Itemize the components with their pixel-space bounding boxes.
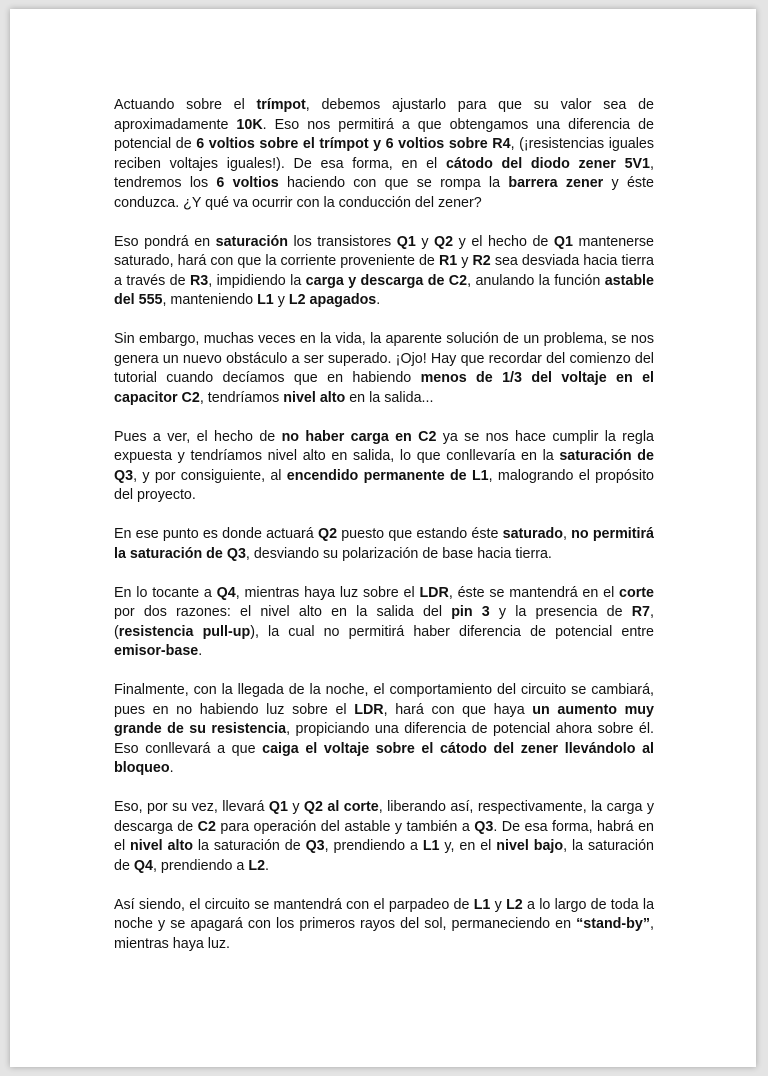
bold-text: menos de 1/3 del voltaje en el capacitor C2	[114, 370, 654, 406]
text-run: para operación del astable y también a	[215, 818, 475, 835]
bold-text: Q1	[553, 233, 573, 250]
text-run: , tendríamos	[199, 389, 284, 406]
bold-text: L1	[422, 838, 440, 854]
text-run: , propiciando una diferencia de potencial ahora sobre él. Eso conllevará a que	[114, 721, 654, 757]
text-run: , y por consiguiente, al	[133, 467, 287, 484]
text-run: .	[198, 643, 203, 659]
text-run: Eso pondrá en	[114, 233, 216, 250]
bold-text: L2 apagados	[288, 292, 377, 308]
bold-text: Q3	[305, 838, 325, 854]
text-run: y la presencia de	[489, 604, 632, 620]
bold-text: LDR	[419, 584, 449, 601]
text-run: y, en el	[439, 838, 497, 854]
bold-text: 10K	[236, 116, 263, 133]
text-run: y	[457, 253, 473, 269]
text-run: , anulando la función	[467, 272, 605, 289]
paragraph-2	[114, 233, 654, 311]
bold-text: nivel alto	[283, 389, 346, 406]
bold-text: C2	[197, 818, 216, 835]
text-run: Actuando sobre el	[114, 97, 257, 113]
text-run: Sin embargo, muchas veces en la vida, la aparente solución de un problema, se nos genera un nuevo obstáculo a ser superado. ¡Ojo! Hay que recordar del comienzo del tutorial cuando decíamos que en habiendo	[114, 331, 654, 386]
bold-text: corte	[619, 584, 655, 601]
bold-text: Q2	[317, 526, 338, 542]
text-run: y	[287, 799, 304, 815]
text-run: , éste se mantendrá en el	[448, 584, 620, 601]
document-body	[114, 96, 654, 974]
text-run: , malogrando el propósito del proyecto.	[114, 467, 654, 503]
bold-text: caiga el voltaje sobre el cátodo del zener llevándolo al bloqueo	[114, 740, 655, 776]
paragraph-1	[114, 96, 654, 213]
text-run: puesto que estando éste	[337, 526, 503, 542]
bold-text: saturación de Q3	[114, 448, 654, 484]
paragraph-8	[114, 798, 654, 876]
bold-text: barrera zener	[508, 175, 604, 191]
paragraph-7	[114, 681, 654, 779]
text-run: Así siendo, el circuito se mantendrá con el parpadeo de	[114, 896, 474, 913]
text-run: y	[490, 896, 507, 913]
text-run: y	[273, 292, 289, 308]
bold-text: Q2 al corte	[303, 799, 379, 815]
bold-text: Q1	[268, 799, 288, 815]
paragraph-4	[114, 428, 654, 506]
text-run: , impidiendo la	[208, 272, 306, 289]
bold-text: cátodo del diodo zener 5V1	[445, 155, 651, 172]
text-run: , tendremos los	[114, 155, 654, 191]
text-run: Finalmente, con la llegada de la noche, el comportamiento del circuito se cambiará, pues en no habiendo luz sobre el	[114, 682, 654, 718]
text-run: , manteniendo	[162, 292, 258, 308]
bold-text: astable del 555	[114, 272, 654, 308]
bold-text: Q1	[396, 233, 416, 250]
text-run: En lo tocante a	[114, 584, 217, 601]
bold-text: emisor-base	[114, 643, 199, 659]
text-run: por dos razones: el nivel alto en la salida del	[114, 604, 452, 620]
paragraph-5	[114, 525, 654, 564]
paragraph-9	[114, 896, 654, 955]
bold-text: nivel bajo	[496, 838, 564, 854]
text-run: .	[376, 292, 381, 308]
bold-text: L1	[473, 896, 491, 913]
text-run: y éste conduzca. ¿Y qué va ocurrir con la conducción del zener?	[114, 175, 654, 211]
text-run: ,	[563, 526, 572, 542]
text-run: , debemos ajustarlo para que su valor sea de aproximadamente	[114, 97, 654, 133]
bold-text: “stand-by”	[576, 916, 651, 932]
text-run: a lo largo de toda la noche y se apagará con los primeros rayos del sol, permaneciendo en	[114, 896, 655, 932]
paragraph-3	[114, 330, 654, 408]
bold-text: L2	[248, 857, 266, 874]
text-run: Eso, por su vez, llevará	[114, 799, 269, 815]
text-run: , (¡resistencias iguales reciben voltajes iguales!). De esa forma, en el	[114, 136, 654, 172]
text-run: . De esa forma, habrá en el	[114, 818, 654, 854]
bold-text: no permitirá la saturación de Q3	[114, 526, 654, 562]
bold-text: resistencia pull-up	[118, 623, 251, 640]
bold-text: saturación	[215, 233, 288, 250]
bold-text: saturado	[502, 526, 564, 542]
bold-text: Q3	[474, 818, 494, 835]
bold-text: L1	[257, 292, 274, 308]
bold-text: nivel alto	[130, 838, 193, 854]
text-run: , prendiendo a	[324, 838, 423, 854]
text-run: en la salida...	[345, 389, 434, 406]
text-run: .	[169, 760, 174, 776]
text-run: , (	[114, 604, 654, 640]
bold-text: L2	[506, 896, 523, 913]
bold-text: trímpot	[256, 97, 306, 113]
text-run: Pues a ver, el hecho de	[114, 428, 282, 445]
bold-text: un aumento muy grande de su resistencia	[114, 701, 654, 737]
bold-text: R2	[472, 253, 491, 269]
bold-text: Q4	[216, 584, 236, 601]
text-run: , liberando así, respectivamente, la carga y descarga de	[114, 799, 655, 835]
text-run: los transistores	[287, 233, 397, 250]
text-run: sea desviada hacia tierra a través de	[114, 253, 655, 289]
bold-text: 6 voltios	[216, 175, 279, 191]
bold-text: carga y descarga de C2	[305, 272, 468, 289]
text-run: , mientras haya luz.	[114, 916, 654, 952]
text-run: haciendo con que se rompa la	[278, 175, 509, 191]
text-run: . Eso nos permitirá a que obtengamos una diferencia de potencial de	[114, 116, 654, 152]
text-run: la saturación de	[192, 838, 306, 854]
bold-text: pin 3	[451, 604, 490, 620]
bold-text: R1	[438, 253, 458, 269]
bold-text: encendido permanente de L1	[286, 467, 489, 484]
text-run: mantenerse saturado, hará con que la corriente proveniente de	[114, 233, 654, 269]
text-run: , prendiendo a	[152, 857, 249, 874]
text-run: y	[415, 233, 435, 250]
text-run: , mientras haya luz sobre el	[235, 584, 420, 601]
text-run: En ese punto es donde actuará	[114, 526, 318, 542]
bold-text: Q4	[133, 857, 153, 874]
bold-text: Q2	[434, 233, 454, 250]
text-run: , desviando su polarización de base hacia tierra.	[245, 545, 552, 562]
bold-text: R7	[631, 604, 651, 620]
bold-text: R3	[189, 272, 209, 289]
text-run: ya se nos hace cumplir la regla expuesta y tendríamos nivel alto en salida, lo que conllevaría en la	[114, 428, 654, 464]
text-run: , la saturación de	[114, 838, 654, 874]
document-page	[10, 9, 756, 1067]
bold-text: no haber carga en C2	[281, 428, 437, 445]
text-run: , hará con que haya	[383, 701, 533, 718]
text-run: y el hecho de	[453, 233, 554, 250]
bold-text: LDR	[354, 701, 384, 718]
paragraph-6	[114, 584, 654, 662]
bold-text: 6 voltios sobre el trímpot y 6 voltios sobre R4	[196, 136, 511, 152]
text-run: .	[265, 857, 270, 874]
text-run: ), la cual no permitirá haber diferencia de potencial entre	[250, 623, 654, 640]
